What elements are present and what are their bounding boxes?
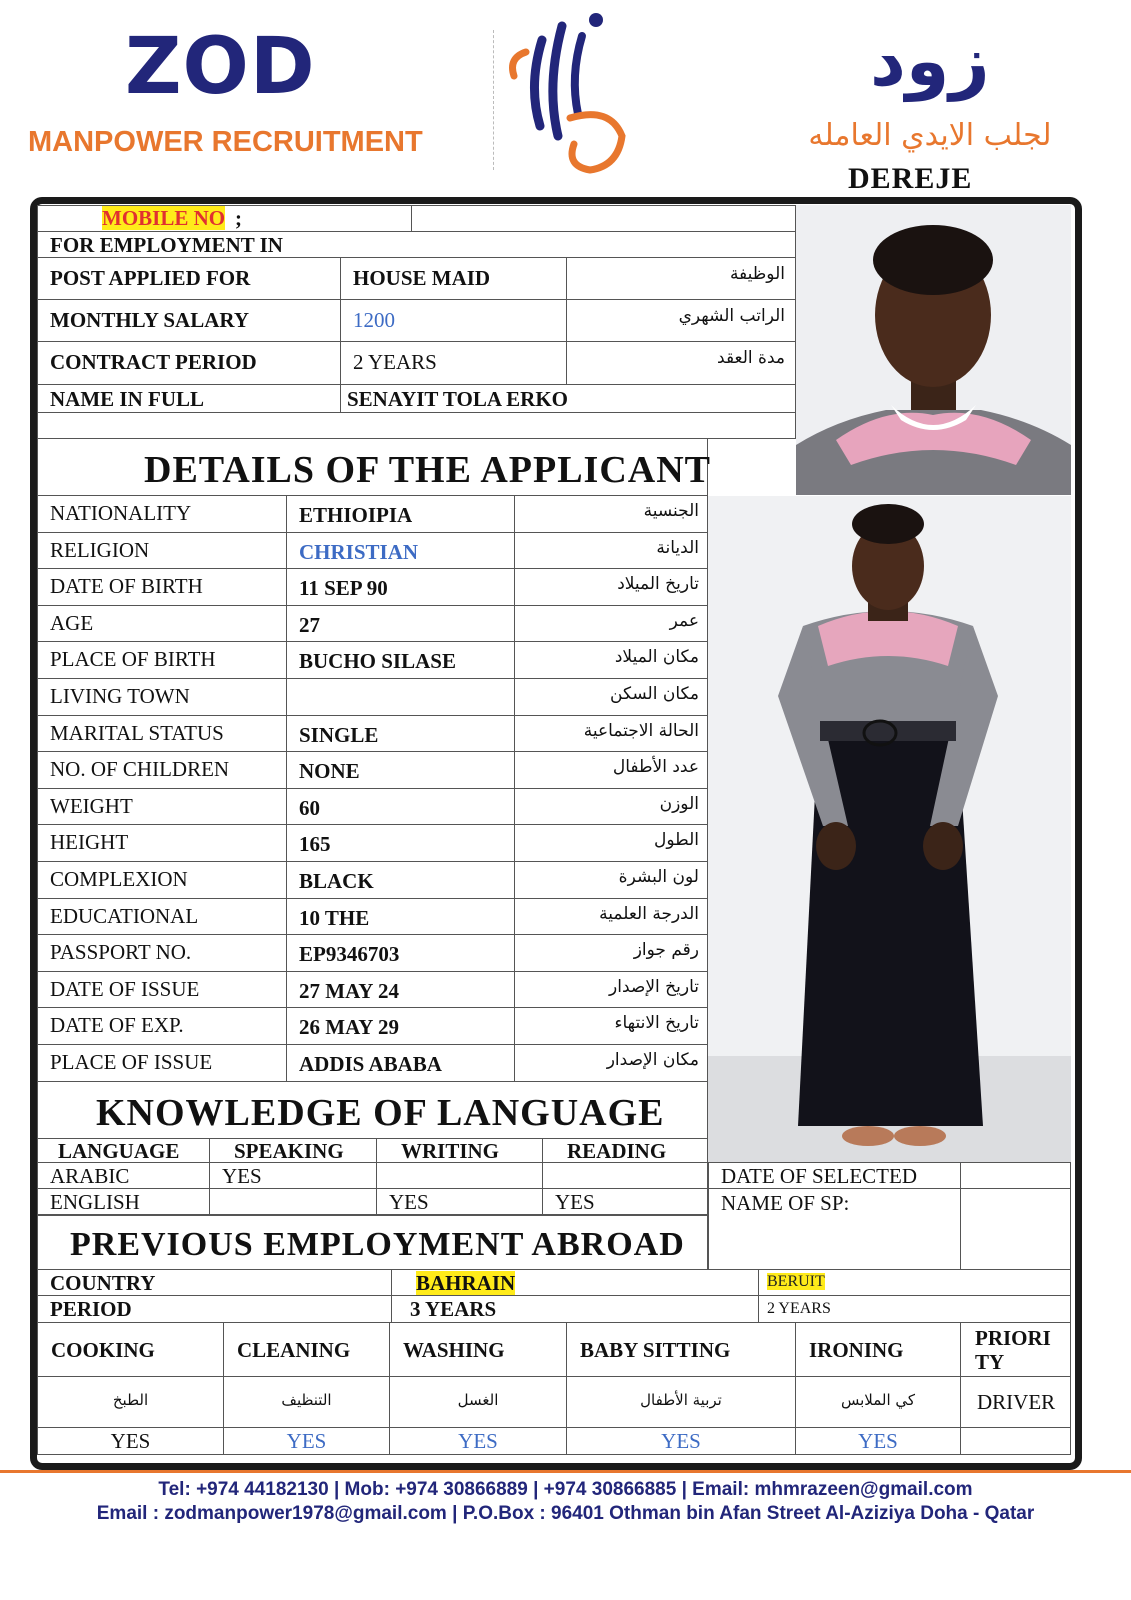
detail-label: EDUCATIONAL <box>50 903 199 928</box>
language-header-cell <box>376 1138 543 1163</box>
language-cell <box>376 1188 543 1215</box>
applicant-portrait-photo <box>796 205 1071 495</box>
date-selected-label: DATE OF SELECTED <box>721 1164 917 1188</box>
detail-arabic-cell <box>514 605 708 643</box>
detail-label: WEIGHT <box>50 793 133 818</box>
top-value-cell <box>340 341 567 385</box>
details-title-cell <box>37 438 712 496</box>
detail-arabic: الجنسية <box>643 501 699 521</box>
detail-value: BLACK <box>299 869 374 893</box>
detail-value-cell <box>286 605 515 643</box>
skill-label: IRONING <box>809 1338 904 1362</box>
detail-label: DATE OF EXP. <box>50 1013 184 1038</box>
applicant-full-photo <box>708 496 1071 1162</box>
detail-label-cell <box>37 715 287 753</box>
detail-label: NO. OF CHILDREN <box>50 757 230 782</box>
language-value: ENGLISH <box>50 1190 140 1214</box>
detail-label-cell <box>37 824 287 862</box>
skill-value: YES <box>286 1429 327 1453</box>
top-row-value: 1200 <box>353 308 395 332</box>
name-label-cell <box>37 384 341 413</box>
detail-arabic-cell <box>514 971 708 1009</box>
skill-value-cell <box>223 1427 390 1455</box>
detail-label-cell <box>37 495 287 533</box>
top-row-label: MONTHLY SALARY <box>50 308 249 332</box>
period-1-value: 3 YEARS <box>410 1297 497 1321</box>
detail-value: ETHIOIPIA <box>299 503 413 527</box>
detail-arabic: الديانة <box>656 537 699 558</box>
detail-label: RELIGION <box>50 537 150 562</box>
skill-label-cell <box>389 1322 567 1377</box>
detail-arabic-cell <box>514 861 708 899</box>
top-label-cell <box>37 341 341 385</box>
top-arabic-cell <box>566 299 796 342</box>
detail-arabic-cell <box>514 898 708 936</box>
detail-value: EP9346703 <box>299 942 400 967</box>
detail-value-cell <box>286 788 515 826</box>
detail-value: ADDIS ABABA <box>299 1052 442 1076</box>
priority-blank-cell <box>960 1427 1071 1455</box>
agent-name: DEREJE <box>848 162 973 195</box>
country-label-cell <box>37 1269 392 1296</box>
footer-rule <box>0 1470 1131 1473</box>
top-row-label: CONTRACT PERIOD <box>50 350 257 374</box>
detail-label: AGE <box>50 610 94 635</box>
language-header: SPEAKING <box>234 1139 344 1163</box>
footer-line-1: Tel: +974 44182130 | Mob: +974 30866889 | +974 30866885 | Email: mhmrazeen@gmail.com <box>158 1479 973 1500</box>
detail-value-cell <box>286 751 515 789</box>
detail-arabic-cell <box>514 495 708 533</box>
detail-label-cell <box>37 898 287 936</box>
language-cell <box>209 1188 377 1215</box>
language-value: ARABIC <box>50 1164 130 1188</box>
detail-value-cell <box>286 1007 515 1045</box>
detail-value-cell <box>286 934 515 972</box>
skill-label-cell <box>37 1322 224 1377</box>
skill-arabic-cell <box>795 1376 961 1428</box>
period-2-value: 2 YEARS <box>767 1300 831 1317</box>
skill-arabic-cell <box>566 1376 796 1428</box>
language-header-cell <box>209 1138 377 1163</box>
period-1-cell <box>391 1295 759 1323</box>
brand-arabic-subtitle: لجلب الايدي العامله <box>808 118 1052 153</box>
language-value: YES <box>555 1190 595 1214</box>
language-cell <box>376 1162 543 1189</box>
skill-label: COOKING <box>51 1338 155 1362</box>
detail-value-cell <box>286 495 515 533</box>
skill-arabic: كي الملابس <box>840 1391 916 1409</box>
detail-arabic-cell <box>514 568 708 606</box>
priority-value-cell <box>960 1376 1071 1428</box>
priority-value: DRIVER <box>977 1390 1056 1414</box>
skill-arabic-cell <box>389 1376 567 1428</box>
mobile-sep: ; <box>235 206 242 230</box>
detail-label-cell <box>37 641 287 679</box>
detail-label-cell <box>37 678 287 716</box>
detail-value: NONE <box>299 759 360 784</box>
detail-arabic: عدد الأطفال <box>612 757 699 778</box>
detail-value-cell <box>286 1044 515 1082</box>
name-sp-cell <box>708 1188 961 1270</box>
zod-logo-icon <box>500 6 640 174</box>
date-selected-value <box>960 1162 1071 1189</box>
skill-label-cell <box>566 1322 796 1377</box>
skill-label: BABY SITTING <box>580 1338 731 1362</box>
details-title: DETAILS OF THE APPLICANT <box>144 449 712 491</box>
detail-arabic: الدرجة العلمية <box>599 903 699 924</box>
header-divider <box>493 30 494 170</box>
detail-label: DATE OF BIRTH <box>50 574 203 599</box>
detail-label-cell <box>37 568 287 606</box>
language-cell <box>37 1162 210 1189</box>
detail-label: PLACE OF BIRTH <box>50 647 216 672</box>
detail-value: 26 MAY 29 <box>299 1015 399 1040</box>
brand-logo-text: ZOD <box>125 22 316 112</box>
detail-arabic-cell <box>514 532 708 570</box>
detail-arabic-cell <box>514 824 708 862</box>
priority-label-cell <box>960 1322 1071 1377</box>
footer-line-2: Email : zodmanpower1978@gmail.com | P.O.Box : 96401 Othman bin Afan Street Al-Aziziya Doha - Qatar <box>96 1503 1035 1524</box>
detail-label-cell <box>37 788 287 826</box>
detail-arabic: الطول <box>654 830 699 851</box>
name-value-cell <box>340 384 796 413</box>
detail-value-cell <box>286 532 515 570</box>
period-label: PERIOD <box>50 1297 132 1321</box>
top-value-cell <box>340 257 567 300</box>
detail-value: 27 MAY 24 <box>299 978 399 1003</box>
detail-value: 10 THE <box>299 905 370 930</box>
top-label-cell <box>37 257 341 300</box>
skill-value: YES <box>458 1429 498 1453</box>
detail-value: 165 <box>299 832 331 857</box>
country-1-value: BAHRAIN <box>416 1271 516 1295</box>
detail-arabic-cell <box>514 1044 708 1082</box>
detail-arabic-cell <box>514 715 708 753</box>
top-row-arabic: مدة العقد <box>717 348 785 368</box>
detail-label-cell <box>37 1044 287 1082</box>
mobile-value-cell <box>411 205 796 232</box>
employment-label: FOR EMPLOYMENT IN <box>50 233 283 257</box>
detail-value-cell <box>286 715 515 753</box>
detail-value-cell <box>286 568 515 606</box>
language-cell <box>542 1188 708 1215</box>
language-cell <box>37 1188 210 1215</box>
detail-arabic: الوزن <box>659 793 699 814</box>
top-row-label: POST APPLIED FOR <box>50 266 251 290</box>
priority-label-1: PRIORI <box>975 1326 1051 1350</box>
detail-label-cell <box>37 971 287 1009</box>
detail-label-cell <box>37 532 287 570</box>
detail-value: BUCHO SILASE <box>299 649 456 674</box>
previous-title: PREVIOUS EMPLOYMENT ABROAD <box>70 1226 685 1263</box>
language-header: WRITING <box>401 1139 500 1163</box>
mobile-label: MOBILE NO <box>102 206 226 230</box>
date-selected-cell <box>708 1162 961 1189</box>
detail-label: LIVING TOWN <box>50 684 190 708</box>
language-value: YES <box>389 1190 429 1214</box>
detail-label: NATIONALITY <box>50 501 192 525</box>
detail-arabic: تاريخ الميلاد <box>617 574 699 595</box>
skill-arabic: تربية الأطفال <box>640 1391 722 1409</box>
skill-value-cell <box>37 1427 224 1455</box>
detail-label-cell <box>37 751 287 789</box>
detail-value-cell <box>286 898 515 936</box>
mobile-cell <box>37 205 412 232</box>
employment-cell <box>37 231 796 258</box>
skill-value: YES <box>661 1429 701 1453</box>
detail-value-cell <box>286 971 515 1009</box>
detail-label: PLACE OF ISSUE <box>50 1050 213 1074</box>
detail-arabic: مكان الميلاد <box>614 647 699 668</box>
skill-label-cell <box>223 1322 390 1377</box>
skill-label: WASHING <box>403 1338 505 1362</box>
detail-value: 60 <box>299 795 320 820</box>
skill-arabic: الطبخ <box>112 1391 149 1409</box>
detail-value: 11 SEP 90 <box>299 576 388 601</box>
skill-label-cell <box>795 1322 961 1377</box>
skill-value: YES <box>110 1429 151 1453</box>
blank-row <box>37 412 796 439</box>
detail-label: PASSPORT NO. <box>50 940 192 965</box>
detail-arabic: عمر <box>669 610 699 631</box>
skill-arabic-cell <box>223 1376 390 1428</box>
top-arabic-cell <box>566 257 796 300</box>
previous-title-cell <box>37 1215 708 1270</box>
detail-arabic-cell <box>514 934 708 972</box>
skill-value-cell <box>795 1427 961 1455</box>
brand-arabic-logo: زود <box>870 20 990 102</box>
detail-value: CHRISTIAN <box>299 539 419 564</box>
detail-arabic: تاريخ الانتهاء <box>614 1013 699 1034</box>
name-sp-value <box>960 1188 1071 1270</box>
detail-label: HEIGHT <box>50 830 129 855</box>
period-label-cell <box>37 1295 392 1323</box>
detail-label-cell <box>37 934 287 972</box>
skill-arabic: الغسل <box>457 1391 499 1409</box>
language-title: KNOWLEDGE OF LANGUAGE <box>96 1092 665 1134</box>
detail-value-cell <box>286 824 515 862</box>
skill-label: CLEANING <box>237 1338 351 1362</box>
detail-arabic-cell <box>514 1007 708 1045</box>
detail-arabic-cell <box>514 678 708 716</box>
detail-label: MARITAL STATUS <box>50 720 224 745</box>
detail-label-cell <box>37 1007 287 1045</box>
detail-arabic: تاريخ الإصدار <box>609 976 699 997</box>
top-label-cell <box>37 299 341 342</box>
detail-arabic-cell <box>514 751 708 789</box>
country-2-value: BERUIT <box>767 1273 825 1290</box>
detail-value-cell <box>286 641 515 679</box>
top-row-arabic: الوظيفة <box>729 264 785 284</box>
language-title-cell <box>37 1081 708 1139</box>
top-row-value: HOUSE MAID <box>353 266 491 290</box>
detail-label-cell <box>37 605 287 643</box>
skill-value-cell <box>566 1427 796 1455</box>
top-row-value: 2 YEARS <box>353 350 437 374</box>
language-header: READING <box>567 1139 667 1163</box>
detail-arabic-cell <box>514 641 708 679</box>
detail-arabic: الحالة الاجتماعية <box>583 720 699 741</box>
skill-arabic-cell <box>37 1376 224 1428</box>
brand-subtitle: MANPOWER RECRUITMENT <box>28 126 423 158</box>
period-2-cell <box>758 1295 1071 1323</box>
skill-value: YES <box>858 1429 898 1453</box>
country-1-cell <box>391 1269 759 1296</box>
language-cell <box>542 1162 708 1189</box>
detail-value-cell <box>286 678 515 716</box>
detail-arabic: رقم جواز <box>633 940 699 961</box>
priority-label-2: TY <box>975 1350 1005 1374</box>
detail-arabic-cell <box>514 788 708 826</box>
language-header: LANGUAGE <box>58 1139 180 1163</box>
language-header-cell <box>542 1138 708 1163</box>
name-label: NAME IN FULL <box>50 387 205 411</box>
language-header-cell <box>37 1138 210 1163</box>
name-sp-label: NAME OF SP: <box>721 1191 850 1215</box>
skill-arabic: التنظيف <box>281 1391 332 1409</box>
skill-value-cell <box>389 1427 567 1455</box>
name-value: SENAYIT TOLA ERKO <box>347 387 568 411</box>
country-2-cell <box>758 1269 1071 1296</box>
detail-label: COMPLEXION <box>50 867 188 891</box>
language-cell <box>209 1162 377 1189</box>
top-arabic-cell <box>566 341 796 385</box>
detail-value: SINGLE <box>299 722 379 747</box>
detail-arabic: مكان الإصدار <box>606 1050 699 1070</box>
top-value-cell <box>340 299 567 342</box>
detail-arabic: لون البشرة <box>618 867 699 887</box>
detail-value-cell <box>286 861 515 899</box>
detail-arabic: مكان السكن <box>610 684 699 704</box>
detail-label: DATE OF ISSUE <box>50 976 200 1001</box>
top-row-arabic: الراتب الشهري <box>678 306 785 326</box>
country-label: COUNTRY <box>50 1271 156 1295</box>
detail-value: 27 <box>299 612 320 637</box>
detail-label-cell <box>37 861 287 899</box>
language-value: YES <box>222 1164 262 1188</box>
